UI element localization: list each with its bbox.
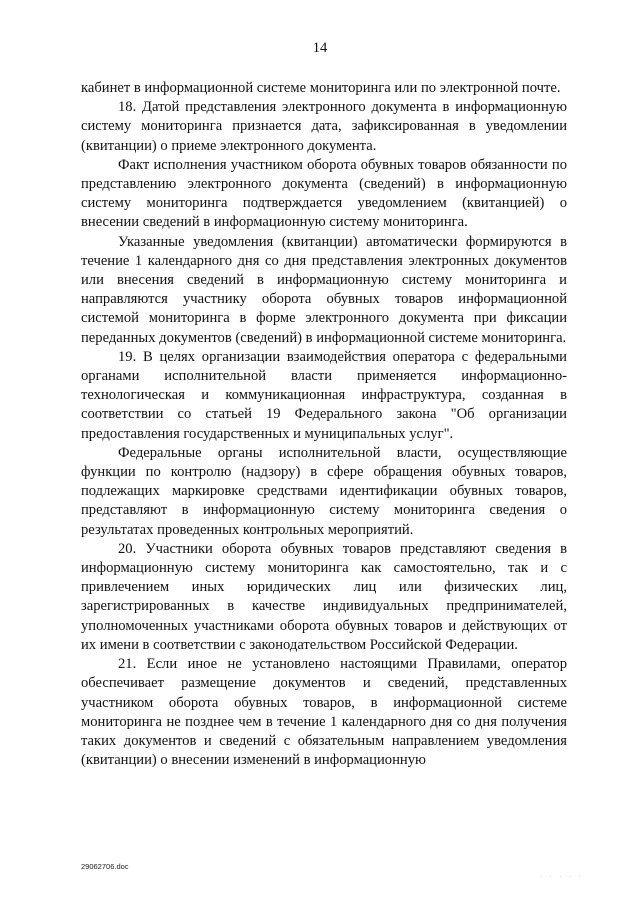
page-body bbox=[81, 79, 567, 770]
paragraph-notifications: Указанные уведомления (квитанции) автоматически формируются в течение 1 календарного дня со дня представления электронных документов или внесения сведений в информационную систему мониторинга и направляются участнику оборота обувных товаров информационной системой мониторинга в форме электронного документа при фиксации переданных документов (сведений) в информационной системе мониторинга. bbox=[81, 233, 567, 346]
paragraph-clause-18: 18. Датой представления электронного документа в информационную систему мониторинга признается дата, зафиксированная в уведомлении (квитанции) о приеме электронного документа. bbox=[81, 99, 567, 154]
paragraph-clause-19: 19. В целях организации взаимодействия оператора с федеральными органами исполнительной власти применяется информационно-технологическая и коммуникационная инфраструктура, созданная в соответствии со статьей 19 Федерального закона "Об организации предоставления государственных и муниципальных услуг". bbox=[81, 348, 567, 442]
footer-file-code: 29062706.doc bbox=[81, 862, 129, 871]
paragraph-clause-21: 21. Если иное не установлено настоящими Правилами, оператор обеспечивает размещение документов и сведений, представленных участником оборота обувных товаров, в информационной системе мониторинга не позднее чем в течение 1 календарного дня со дня получения таких документов и сведений с обязательным направлением уведомления (квитанции) о внесении изменений в информационную bbox=[81, 656, 567, 769]
paragraph-clause-20: 20. Участники оборота обувных товаров представляют сведения в информационную систему мониторинга как самостоятельно, так и с привлечением иных юридических лиц или физических лиц, зарегистрированных в качестве индивидуальных предпринимателей, уполномоченных участниками оборота обувных товаров и действующих от их имени в соответствии с законодательством Российской Федерации. bbox=[81, 540, 567, 653]
page-number: 14 bbox=[312, 40, 328, 56]
paragraph-fact-of-execution: Факт исполнения участником оборота обувных товаров обязанности по представлению электронного документа (сведений) в информационную систему мониторинга подтверждается уведомлением (квитанцией) о внесении сведений в информационную систему мониторинга. bbox=[81, 156, 567, 231]
paragraph-federal-bodies: Федеральные органы исполнительной власти, осуществляющие функции по контролю (надзору) в сфере обращения обувных товаров, подлежащих маркировке средствами идентификации обувных товаров, представляют в информационную систему мониторинга сведения о результатах проведенных контрольных мероприятий. bbox=[81, 444, 567, 538]
scan-artifact-dots: · · · · · bbox=[540, 874, 584, 880]
paragraph-continuation: кабинет в информационной системе мониторинга или по электронной почте. bbox=[81, 80, 561, 96]
